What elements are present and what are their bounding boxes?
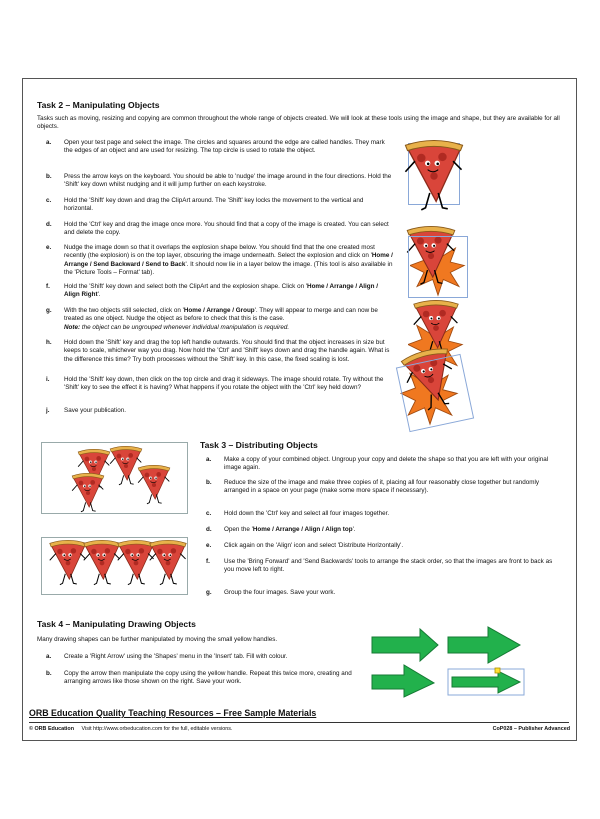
pizza-icon [68, 473, 108, 513]
item-letter: g. [206, 589, 212, 596]
item-text: Reduce the size of the image and make three copies of it, placing all four reasonably close together but randomly arranged in a space on your page (make some more space if necessary). [224, 479, 540, 495]
text-part: '. [352, 526, 356, 533]
task3-title: Task 3 – Distributing Objects [200, 440, 318, 450]
item-text: Hold the 'Ctrl' key and drag the image once more. You should find that a copy of the image is created. You can select and delete the copy. [64, 221, 389, 237]
item-letter: j. [46, 407, 50, 414]
arrows-illustration [368, 625, 568, 699]
item-letter: b. [46, 670, 52, 677]
arrow-icon [448, 627, 520, 663]
arrow-icon [372, 665, 434, 697]
item-letter: a. [46, 139, 52, 146]
product-code: CoP028 – Publisher Advanced [492, 726, 570, 732]
item-text: Open your test page and select the image. The circles and squares around the edge are called handles. They mark the edges of an object and are used for resizing. The top circle is used to rotate the object. [64, 139, 385, 155]
item-letter: f. [46, 283, 50, 290]
arrow-icon [372, 629, 438, 661]
pizza-icon [401, 140, 467, 212]
item-letter: f. [206, 558, 210, 565]
footer-divider [29, 722, 569, 723]
item-text: Group the four images. Save your work. [224, 589, 336, 596]
task2-intro: Tasks such as moving, resizing and copying are common throughout the whole range of objects created. We will look at these tools using the image and shape, but they are available for all objects. [37, 115, 560, 131]
text-part: '. It should now lie in a layer below the image. (This tool is also available in the 'Picture Tools – Format' tab). [64, 260, 393, 277]
item-letter: a. [206, 456, 212, 463]
item-text: Hold down the 'Ctrl' key and select all four images together. [224, 510, 390, 517]
item-text: Press the arrow keys on the keyboard. You should be able to 'nudge' the image around in the four directions. Hold the 'Shift' key down whilst nudging and it will jump further on each keystroke. [64, 173, 392, 189]
item-letter: c. [206, 510, 212, 517]
item-text [64, 283, 394, 300]
pizza-icon [134, 465, 174, 505]
item-text: Use the 'Bring Forward' and 'Send Backwards' tools to arrange the stack order, so that the images are front to back as you move left to right. [224, 558, 553, 574]
note-label: Note: [64, 323, 81, 331]
task2-title: Task 2 – Manipulating Objects [37, 100, 160, 110]
item-text: Hold the 'Shift' key down, then click on the top circle and drag it sideways. The image should rotate. Try without the 'Shift' key to see the effect it is having? What happens if you rotate the object with the 'Ctrl' key held down? [64, 376, 384, 392]
item-text [64, 307, 394, 332]
task4-intro: Many drawing shapes can be further manipulated by moving the small yellow handles. [37, 636, 278, 643]
footer-left [29, 726, 232, 732]
pizza-selected-image [408, 143, 460, 205]
menu-path: Home / Arrange / Group [183, 307, 255, 314]
item-text: Make a copy of your combined object. Ungroup your copy and delete the shape so that you are left with your original image again. [224, 456, 549, 472]
item-text [64, 244, 394, 278]
item-text [224, 526, 559, 534]
text-part: Hold the 'Shift' key down and select both the ClipArt and the explosion shape. Click on ' [64, 283, 308, 290]
menu-path: Home / Arrange / Align / Align top [252, 526, 353, 533]
menu-path: Home / Arrange / Align / Align Right [64, 283, 378, 299]
text-part: '. They will appear to merge and can now be treated as one object. Nudge the object as before to check that this is the case. [64, 307, 378, 323]
item-letter: g. [46, 307, 52, 314]
text-part: Open the ' [224, 526, 253, 533]
item-text: Hold down the 'Shift' key and drag the top left handle outwards. You should find that the object increases in size but keeps to scale, whichever way you drag. Now hold the 'Ctrl' and 'Shift' keys down and drag the handle again. What is the difference this time? Try both processes without the 'Shift' key. In this case, the fixed scaling is lost. [64, 339, 390, 363]
item-text: Copy the arrow then manipulate the copy using the yellow handle. Repeat this twice more, creating and arranging arrows like those shown on the right. Save your work. [64, 670, 352, 686]
item-letter: h. [46, 339, 52, 346]
item-letter: a. [46, 653, 52, 660]
yellow-handle-icon [495, 668, 500, 673]
text-part: Nudge the image down so that it overlaps the explosion shape below. You should find that the one created most recently (the explosion) is on the top layer, obscuring the image underneath. Select the explosion and click on ' [64, 244, 375, 260]
rotation-frame [396, 354, 474, 432]
item-letter: e. [46, 244, 52, 251]
visit-text: Visit http://www.orbeducation.com for the full, editable versions. [81, 726, 233, 732]
selection-frame [408, 236, 468, 298]
item-text: Save your publication. [64, 407, 126, 414]
aligned-arrangement-frame [41, 537, 188, 595]
item-letter: i. [46, 376, 50, 383]
pizza-icon [146, 540, 190, 586]
text-part: With the two objects still selected, click on ' [64, 307, 184, 314]
copyright: © ORB Education [29, 726, 75, 732]
note-text: the object can be ungrouped whenever individual manipulation is required. [80, 323, 290, 331]
footer-title: ORB Education Quality Teaching Resources – Free Sample Materials [29, 708, 317, 718]
item-letter: d. [46, 221, 52, 228]
text-part: '. [97, 291, 101, 299]
task4-title: Task 4 – Manipulating Drawing Objects [37, 619, 196, 629]
random-arrangement-frame [41, 442, 188, 514]
item-letter: c. [46, 197, 52, 204]
menu-path: Home / Arrange / Send Backward / Send to Back [64, 252, 393, 268]
item-text: Create a 'Right Arrow' using the 'Shapes' menu in the 'Insert' tab. Fill with colour. [64, 653, 288, 660]
item-letter: d. [206, 526, 212, 533]
arrow-icon [452, 671, 520, 693]
item-text: Click again on the 'Align' icon and select 'Distribute Horizontally'. [224, 542, 404, 549]
item-letter: e. [206, 542, 212, 549]
item-letter: b. [46, 173, 52, 180]
item-text: Hold the 'Shift' key down and drag the ClipArt around. The 'Shift' key locks the movement to the vertical and horizontal. [64, 197, 364, 213]
item-letter: b. [206, 479, 212, 486]
